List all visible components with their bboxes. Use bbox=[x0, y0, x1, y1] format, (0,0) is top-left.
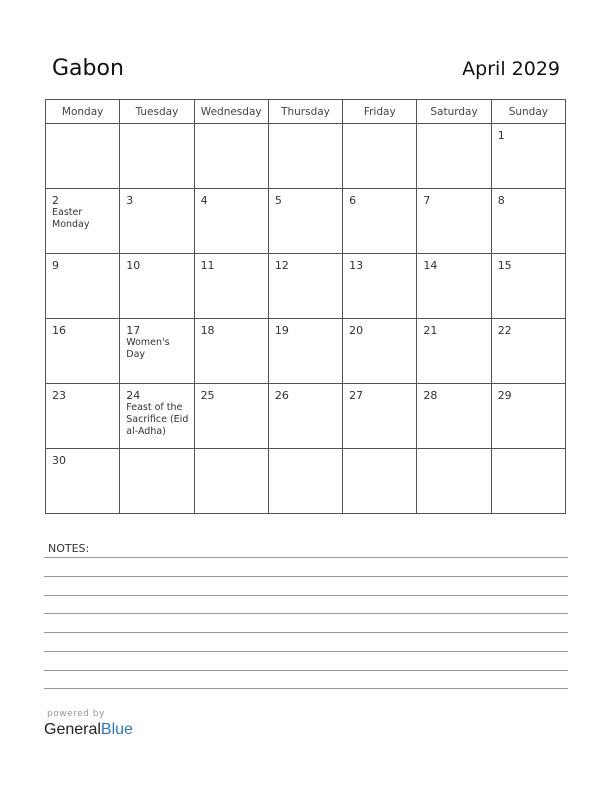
generalblue-logo[interactable] bbox=[44, 721, 133, 739]
day-cell bbox=[491, 319, 565, 384]
holiday-label: Feast of the Sacrifice (Eid al-Adha) bbox=[126, 402, 189, 437]
notes-line bbox=[44, 688, 568, 689]
day-cell bbox=[120, 449, 194, 514]
day-cell bbox=[491, 254, 565, 319]
notes-line bbox=[44, 557, 568, 558]
day-cell bbox=[46, 124, 120, 189]
day-number: 8 bbox=[497, 194, 505, 207]
day-cell bbox=[268, 319, 342, 384]
day-number: 23 bbox=[52, 389, 66, 402]
brand-general: General bbox=[44, 721, 101, 738]
day-cell bbox=[268, 124, 342, 189]
day-number: 25 bbox=[200, 389, 215, 402]
weekday-header: Sunday bbox=[491, 100, 565, 124]
day-cell bbox=[46, 449, 120, 514]
holiday-label: Easter Monday bbox=[52, 207, 90, 230]
day-number: 30 bbox=[52, 454, 66, 467]
day-number: 15 bbox=[497, 259, 512, 272]
day-cell bbox=[120, 254, 194, 319]
day-cell bbox=[343, 319, 417, 384]
day-cell bbox=[194, 254, 268, 319]
day-number: 27 bbox=[349, 389, 364, 402]
day-cell bbox=[120, 189, 194, 254]
powered-by-text: powered by bbox=[47, 709, 105, 719]
day-cell bbox=[343, 124, 417, 189]
day-cell bbox=[268, 189, 342, 254]
day-cell bbox=[46, 319, 120, 384]
day-cell bbox=[491, 189, 565, 254]
day-number: 17 bbox=[126, 324, 141, 337]
weekday-header: Tuesday bbox=[120, 100, 194, 124]
day-cell bbox=[417, 189, 491, 254]
day-number: 1 bbox=[497, 129, 505, 142]
day-number: 11 bbox=[200, 259, 215, 272]
day-number: 7 bbox=[423, 194, 431, 207]
weekday-header: Saturday bbox=[417, 100, 491, 124]
day-number: 10 bbox=[126, 259, 141, 272]
notes-line bbox=[44, 576, 568, 577]
notes-line bbox=[44, 613, 568, 614]
day-number: 4 bbox=[200, 194, 208, 207]
weekday-header-row bbox=[46, 100, 566, 124]
week-row bbox=[46, 319, 566, 384]
day-cell bbox=[194, 319, 268, 384]
day-cell bbox=[46, 384, 120, 449]
day-number: 24 bbox=[126, 389, 141, 402]
day-number: 16 bbox=[52, 324, 66, 337]
notes-line bbox=[44, 632, 568, 633]
week-row bbox=[46, 254, 566, 319]
day-number: 22 bbox=[497, 324, 512, 337]
day-cell bbox=[268, 254, 342, 319]
day-number: 29 bbox=[497, 389, 512, 402]
notes-label: NOTES: bbox=[48, 542, 90, 555]
country-title: Gabon bbox=[52, 56, 124, 81]
month-year-title: April 2029 bbox=[462, 58, 560, 80]
day-cell bbox=[120, 384, 194, 449]
day-cell bbox=[491, 124, 565, 189]
day-cell bbox=[343, 384, 417, 449]
weekday-header: Monday bbox=[46, 100, 120, 124]
holiday-label: Women's Day bbox=[126, 337, 170, 360]
week-row bbox=[46, 189, 566, 254]
day-number: 28 bbox=[423, 389, 438, 402]
day-cell bbox=[491, 449, 565, 514]
day-cell bbox=[194, 449, 268, 514]
day-cell bbox=[343, 449, 417, 514]
day-cell bbox=[343, 189, 417, 254]
day-number: 20 bbox=[349, 324, 364, 337]
notes-line bbox=[44, 651, 568, 652]
day-number: 19 bbox=[274, 324, 289, 337]
day-number: 9 bbox=[52, 259, 59, 272]
weekday-header: Thursday bbox=[268, 100, 342, 124]
day-cell bbox=[343, 254, 417, 319]
notes-line bbox=[44, 670, 568, 671]
day-cell bbox=[268, 384, 342, 449]
day-number: 3 bbox=[126, 194, 134, 207]
day-cell bbox=[120, 124, 194, 189]
day-number: 12 bbox=[274, 259, 289, 272]
day-cell bbox=[268, 449, 342, 514]
day-number: 18 bbox=[200, 324, 215, 337]
day-cell bbox=[120, 319, 194, 384]
day-cell bbox=[194, 384, 268, 449]
day-number: 13 bbox=[349, 259, 364, 272]
day-number: 21 bbox=[423, 324, 438, 337]
day-cell bbox=[46, 189, 120, 254]
day-number: 26 bbox=[274, 389, 289, 402]
notes-line bbox=[44, 595, 568, 596]
day-cell bbox=[417, 449, 491, 514]
day-cell bbox=[417, 124, 491, 189]
week-row bbox=[46, 124, 566, 189]
day-cell bbox=[194, 124, 268, 189]
brand-blue: Blue bbox=[100, 721, 133, 738]
day-number: 5 bbox=[274, 194, 282, 207]
day-number: 14 bbox=[423, 259, 438, 272]
day-cell bbox=[46, 254, 120, 319]
calendar-grid bbox=[45, 99, 566, 514]
day-cell bbox=[417, 319, 491, 384]
weekday-header: Wednesday bbox=[194, 100, 268, 124]
week-row bbox=[46, 384, 566, 449]
weekday-header: Friday bbox=[343, 100, 417, 124]
day-cell bbox=[194, 189, 268, 254]
week-row bbox=[46, 449, 566, 514]
day-number: 6 bbox=[349, 194, 357, 207]
day-cell bbox=[491, 384, 565, 449]
day-cell bbox=[417, 254, 491, 319]
day-number: 2 bbox=[52, 194, 59, 207]
day-cell bbox=[417, 384, 491, 449]
